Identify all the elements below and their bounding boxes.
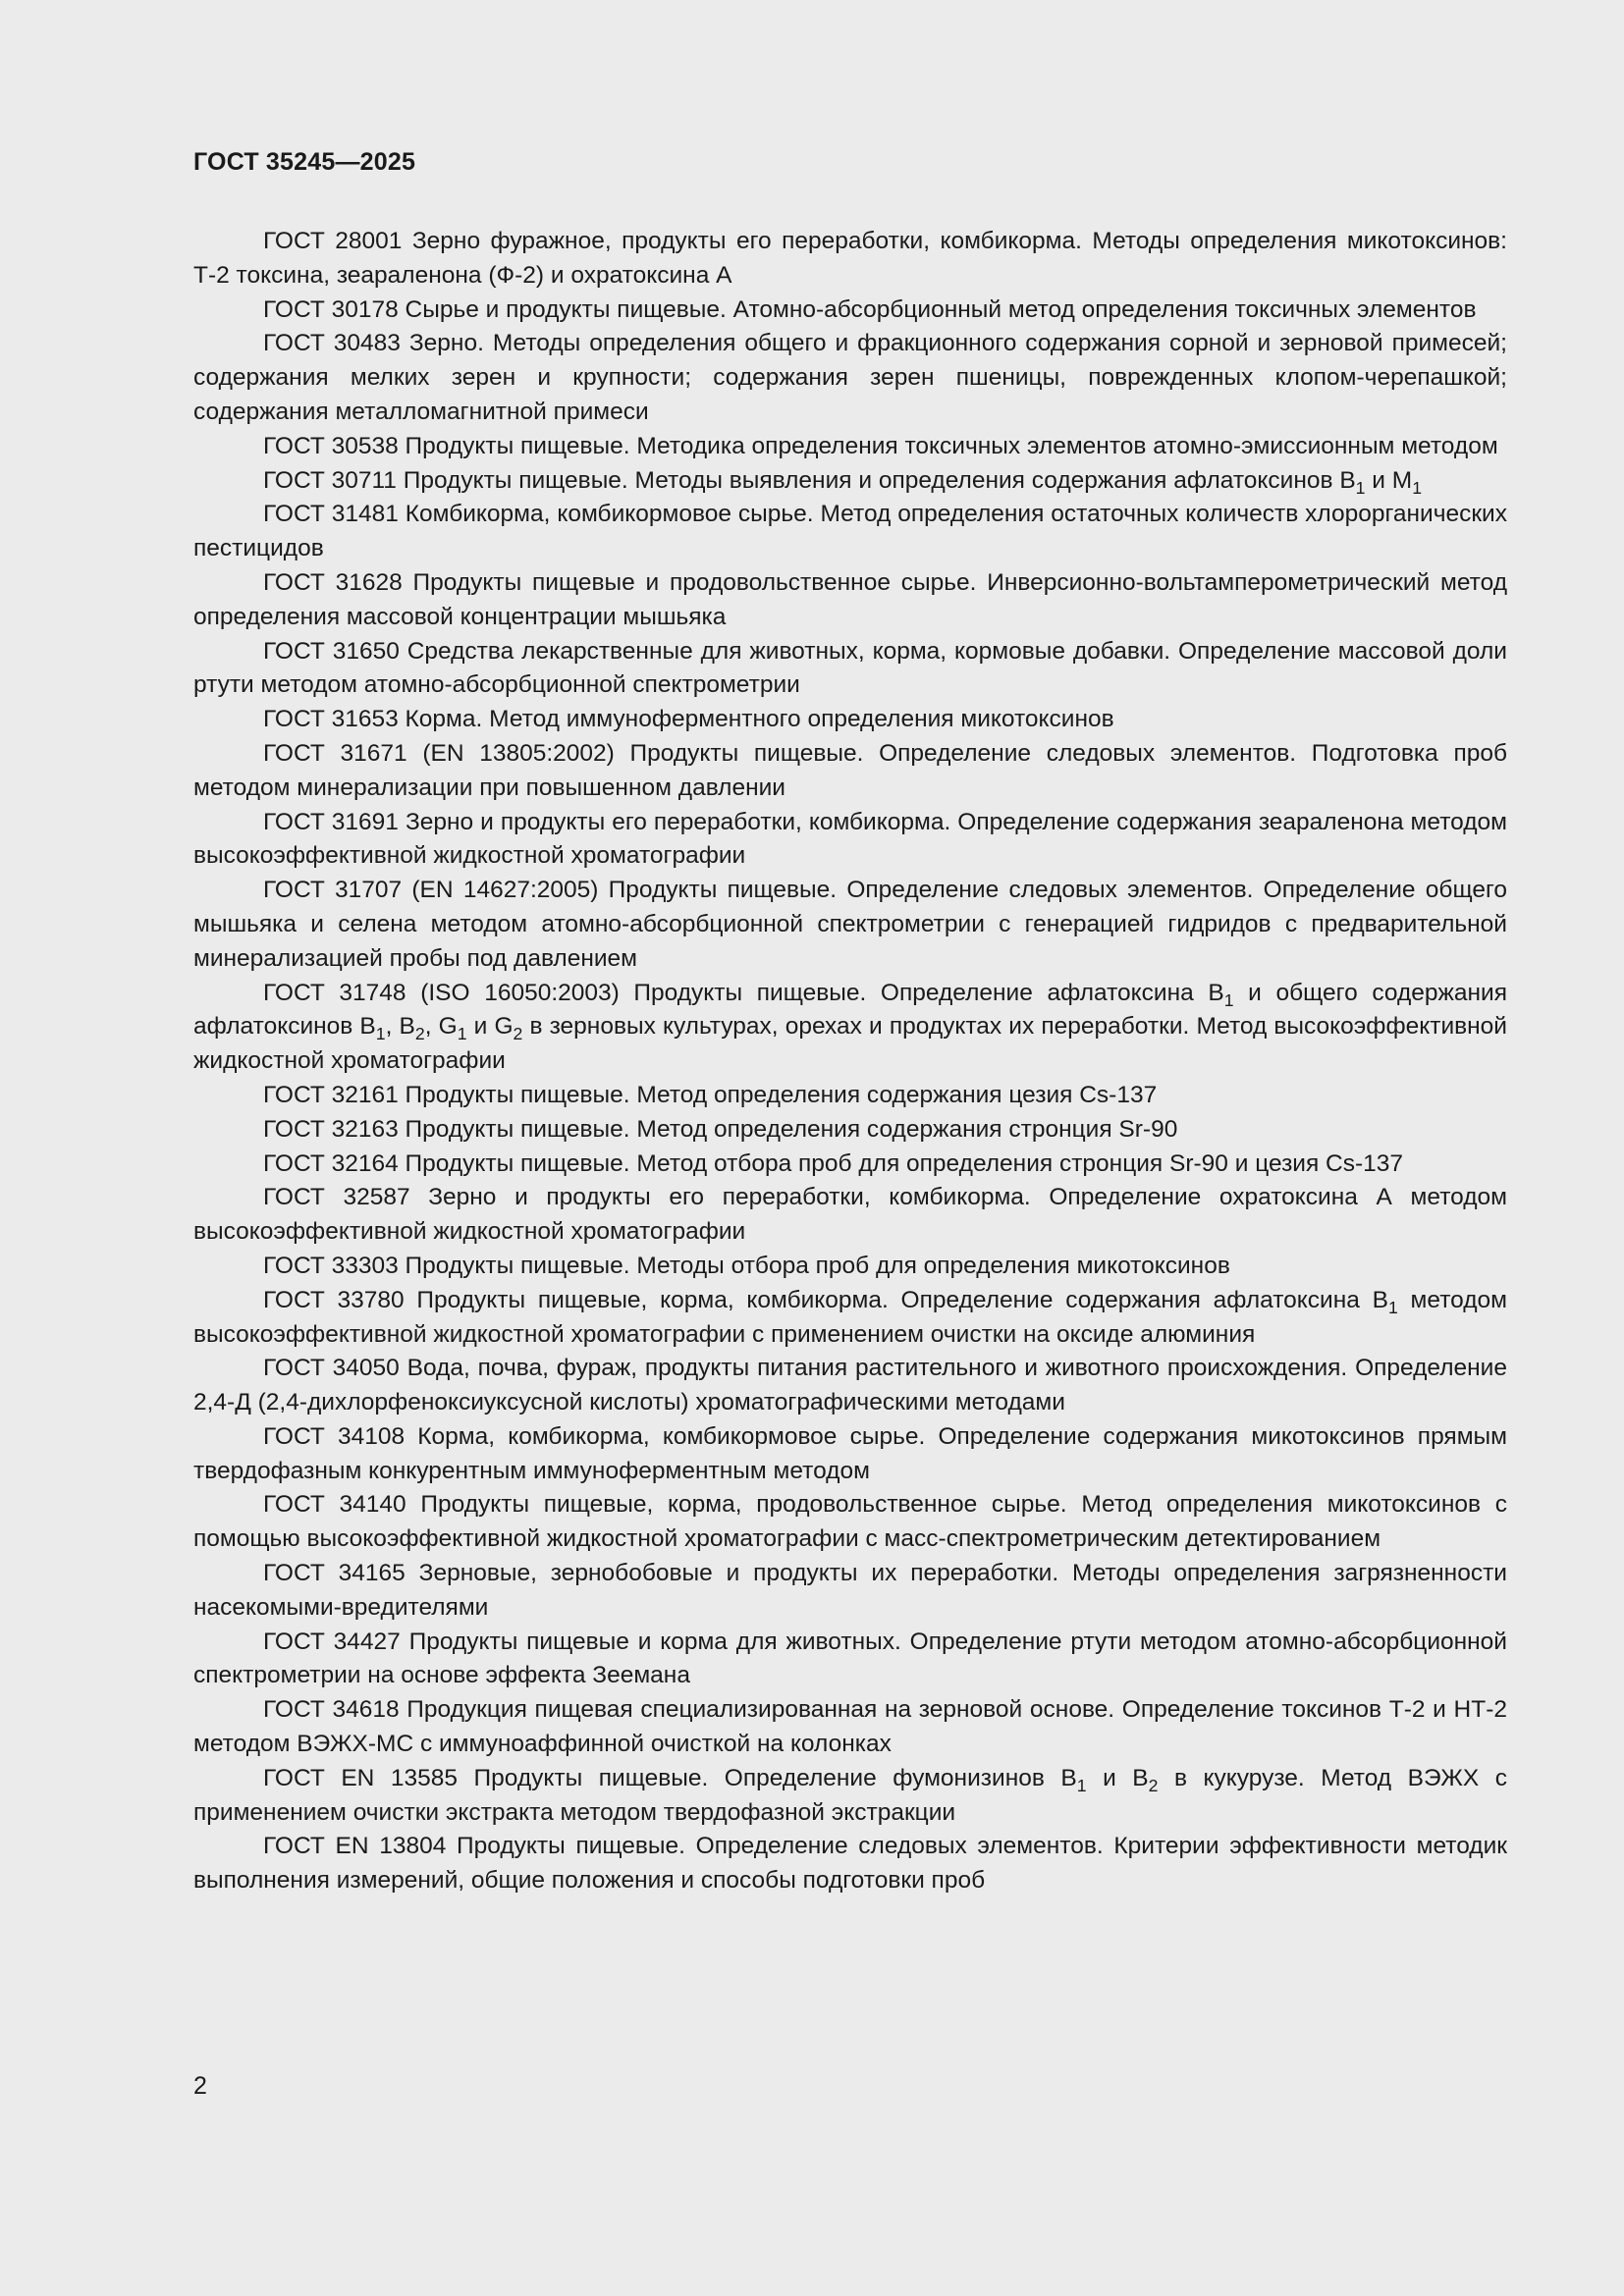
subscript: 1: [1223, 989, 1234, 1010]
reference-text: методом высокоэффективной жидкостной хроматографии с применением очистки на оксиде алюминия: [193, 1286, 1507, 1348]
reference-text: , G: [424, 1013, 458, 1041]
reference-entry: [193, 1420, 1507, 1489]
reference-text: ГОСТ EN 13804 Продукты пищевые. Определение следовых элементов. Критерии эффективности методик выполнения измерений, общие положения и способы подготовки проб: [193, 1833, 1507, 1895]
reference-entry: [193, 1762, 1507, 1831]
reference-text: ГОСТ 32164 Продукты пищевые. Метод отбора проб для определения стронция Sr-90 и цезия Cs-137: [263, 1149, 1404, 1177]
reference-entry: [193, 464, 1507, 499]
reference-text: ГОСТ 31628 Продукты пищевые и продовольственное сырье. Инверсионно-вольтамперометрический метод определения массовой концентрации мышьяка: [193, 568, 1507, 630]
reference-text: и G: [466, 1013, 514, 1041]
subscript: 1: [1412, 477, 1423, 498]
reference-text: ГОСТ 33303 Продукты пищевые. Методы отбора проб для определения микотоксинов: [263, 1252, 1230, 1279]
reference-entry: [193, 1557, 1507, 1626]
reference-text: , B: [385, 1013, 415, 1041]
reference-text: ГОСТ 30711 Продукты пищевые. Методы выявления и определения содержания афлатоксинов B: [263, 466, 1356, 494]
reference-entry: [193, 1352, 1507, 1420]
reference-entry: [193, 737, 1507, 806]
reference-text: ГОСТ 34140 Продукты пищевые, корма, продовольственное сырье. Метод определения микотоксинов с помощью высокоэффективной жидкостной хроматографии с масс-спектрометрическим детектированием: [193, 1491, 1507, 1553]
reference-text: ГОСТ 30483 Зерно. Методы определения общего и фракционного содержания сорной и зерновой примесей; содержания мелких зерен и крупности; содержания зерен пшеницы, поврежденных клопом-черепашкой; содержания металломагнитной примеси: [193, 330, 1507, 425]
reference-text: ГОСТ 32163 Продукты пищевые. Метод определения содержания стронция Sr-90: [263, 1115, 1178, 1143]
reference-entry: [193, 1250, 1507, 1284]
reference-entry: [193, 977, 1507, 1079]
reference-text: ГОСТ 31650 Средства лекарственные для животных, корма, кормовые добавки. Определение массовой доли ртути методом атомно-абсорбционной спектрометрии: [193, 637, 1507, 699]
reference-entry: [193, 1488, 1507, 1557]
reference-entry: [193, 874, 1507, 976]
reference-text: ГОСТ 32161 Продукты пищевые. Метод определения содержания цезия Cs-137: [263, 1081, 1158, 1108]
reference-text: ГОСТ 28001 Зерно фуражное, продукты его переработки, комбикорма. Методы определения микотоксинов: Т-2 токсина, зеараленона (Ф-2) и охратоксина А: [193, 228, 1507, 289]
reference-entry: [193, 1148, 1507, 1182]
reference-entry: [193, 1626, 1507, 1694]
reference-entry: [193, 566, 1507, 635]
reference-text: ГОСТ 34165 Зерновые, зернобобовые и продукты их переработки. Методы определения загрязненности насекомыми-вредителями: [193, 1560, 1507, 1621]
reference-text: и B: [1086, 1764, 1149, 1791]
reference-entry: [193, 327, 1507, 429]
reference-text: ГОСТ 31481 Комбикорма, комбикормовое сырье. Метод определения остаточных количеств хлорорганических пестицидов: [193, 501, 1507, 562]
reference-entry: [193, 703, 1507, 737]
subscript: 1: [375, 1024, 386, 1044]
reference-entry: [193, 1181, 1507, 1250]
reference-text: и общего содержания афлатоксинов B: [193, 979, 1507, 1041]
reference-text: ГОСТ 30178 Сырье и продукты пищевые. Атомно-абсорбционный метод определения токсичных элементов: [263, 295, 1477, 323]
reference-text: в зерновых культурах, орехах и продуктах их переработки. Метод высокоэффективной жидкостной хроматографии: [193, 1013, 1507, 1075]
subscript: 2: [513, 1024, 523, 1044]
reference-text: ГОСТ 34618 Продукция пищевая специализированная на зерновой основе. Определение токсинов Т-2 и НТ-2 методом ВЭЖХ-МС с иммуноаффинной очисткой на колонках: [193, 1696, 1507, 1758]
reference-text: ГОСТ 32587 Зерно и продукты его переработки, комбикорма. Определение охратоксина А методом высокоэффективной жидкостной хроматографии: [193, 1184, 1507, 1246]
subscript: 1: [1355, 477, 1366, 498]
subscript: 1: [1387, 1297, 1398, 1317]
reference-text: ГОСТ 31707 (EN 14627:2005) Продукты пищевые. Определение следовых элементов. Определение общего мышьяка и селена методом атомно-абсорбционной спектрометрии с генерацией гидридов с предварительной минерализацией пробы под давлением: [193, 877, 1507, 972]
subscript: 2: [414, 1024, 425, 1044]
reference-text: и M: [1365, 466, 1413, 494]
subscript: 2: [1148, 1776, 1159, 1796]
reference-entry: [193, 498, 1507, 566]
reference-entry: [193, 1693, 1507, 1762]
reference-entry: [193, 1113, 1507, 1148]
reference-entry: [193, 1284, 1507, 1353]
reference-entry: [193, 635, 1507, 704]
reference-text: ГОСТ 34108 Корма, комбикорма, комбикормовое сырье. Определение содержания микотоксинов прямым твердофазным конкурентным иммуноферментным методом: [193, 1422, 1507, 1484]
reference-entry: [193, 806, 1507, 875]
reference-text: ГОСТ 30538 Продукты пищевые. Методика определения токсичных элементов атомно-эмиссионным методом: [263, 432, 1498, 459]
document-header: ГОСТ 35245—2025: [193, 148, 416, 176]
reference-entry: [193, 1079, 1507, 1113]
normative-references-list: [193, 225, 1507, 1898]
reference-text: ГОСТ 31691 Зерно и продукты его переработки, комбикорма. Определение содержания зеараленона методом высокоэффективной жидкостной хроматографии: [193, 808, 1507, 870]
reference-text: в кукурузе. Метод ВЭЖХ с применением очистки экстракта методом твердофазной экстракции: [193, 1764, 1508, 1826]
reference-entry: [193, 225, 1507, 294]
reference-entry: [193, 294, 1507, 328]
reference-entry: [193, 1830, 1507, 1898]
subscript: 1: [457, 1024, 467, 1044]
reference-text: ГОСТ 31653 Корма. Метод иммуноферментного определения микотоксинов: [263, 706, 1114, 733]
reference-text: ГОСТ 31671 (EN 13805:2002) Продукты пищевые. Определение следовых элементов. Подготовка проб методом минерализации при повышенном давлении: [193, 739, 1507, 801]
reference-text: ГОСТ 34427 Продукты пищевые и корма для животных. Определение ртути методом атомно-абсорбционной спектрометрии на основе эффекта Зеемана: [193, 1628, 1507, 1689]
reference-text: ГОСТ 34050 Вода, почва, фураж, продукты питания растительного и животного происхождения. Определение 2,4-Д (2,4-дихлорфеноксиуксусной кислоты) хроматографическими методами: [193, 1355, 1507, 1416]
subscript: 1: [1076, 1776, 1087, 1796]
reference-text: ГОСТ EN 13585 Продукты пищевые. Определение фумонизинов B: [263, 1764, 1077, 1791]
reference-entry: [193, 430, 1507, 464]
page-number: 2: [193, 2072, 207, 2100]
reference-text: ГОСТ 33780 Продукты пищевые, корма, комбикорма. Определение содержания афлатоксина B: [263, 1286, 1388, 1313]
reference-text: ГОСТ 31748 (ISO 16050:2003) Продукты пищевые. Определение афлатоксина B: [263, 979, 1224, 1006]
